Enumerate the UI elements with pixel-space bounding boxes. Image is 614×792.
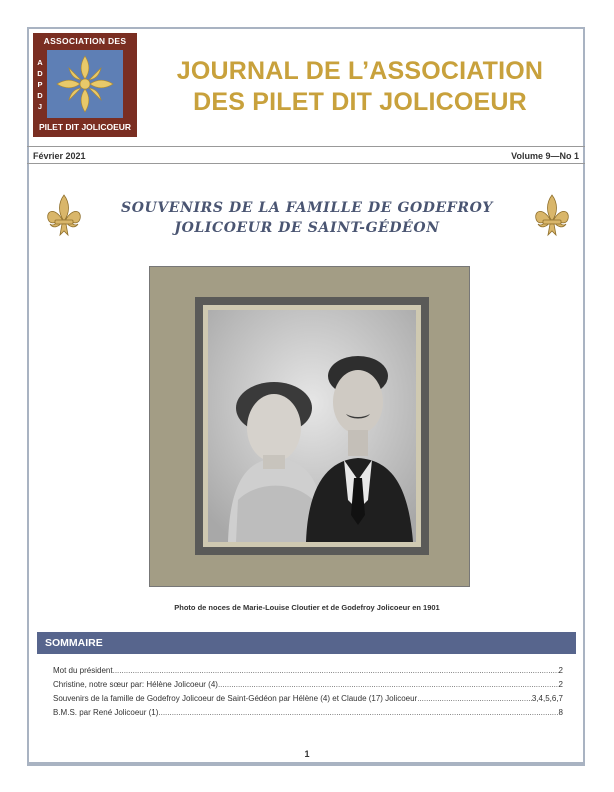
footer-divider (27, 762, 585, 764)
wedding-photo (149, 266, 470, 587)
logo-side-text: A D P D J (37, 58, 43, 111)
fleur-de-lis-icon (532, 193, 572, 237)
toc-item[interactable] (53, 680, 563, 694)
toc-item-page: 2 (558, 680, 563, 689)
journal-title (150, 56, 570, 118)
photo-caption: Photo de noces de Marie-Louise Cloutier et de Godefroy Jolicoeur en 1901 (174, 603, 440, 612)
article-headline-line1: SOUVENIRS DE LA FAMILLE DE GODEFROY (121, 200, 493, 216)
logo-bottom-text: PILET DIT JOLICOEUR (38, 122, 132, 132)
journal-title-line1: JOURNAL DE L’ASSOCIATION (176, 57, 544, 85)
journal-title-line2: DES PILET DIT JOLICOEUR (193, 88, 527, 116)
toc-item[interactable] (53, 708, 563, 722)
toc-item-page: 3,4,5,6,7 (531, 694, 563, 703)
issue-date: Février 2021 (33, 151, 86, 161)
logo-side-text-right: BEAUCEVILLE 2011 (135, 57, 142, 111)
couple-portrait-image (208, 310, 416, 542)
photo-frame (195, 297, 429, 555)
fleur-de-lis-icon (44, 193, 84, 237)
header-divider-bottom (27, 163, 585, 164)
association-logo (33, 33, 142, 137)
issue-volume: Volume 9—No 1 (511, 151, 579, 161)
toc-item-label: Mot du président (53, 666, 113, 675)
header-divider (27, 146, 585, 147)
photo-image (208, 310, 416, 542)
article-headline (100, 198, 514, 238)
toc-leader (417, 694, 532, 703)
toc-item-label: Souvenirs de la famille de Godefroy Jolicoeur de Saint-Gédéon par Hélène (4) et Claude (17) Jolicoeur (53, 694, 418, 703)
toc-title: SOMMAIRE (45, 637, 103, 649)
logo-top-text: ASSOCIATION DES (43, 36, 127, 46)
toc-list (53, 666, 563, 722)
fleur-de-lis-cross-icon (47, 50, 123, 118)
toc-leader (158, 708, 558, 717)
page-number: 1 (304, 749, 310, 759)
toc-header (37, 632, 576, 654)
logo-emblem (47, 50, 123, 118)
toc-leader (218, 680, 559, 689)
toc-item-page: 8 (558, 708, 563, 717)
toc-item[interactable] (53, 694, 563, 708)
article-headline-line2: JOLICOEUR DE SAINT-GÉDÉON (174, 220, 440, 236)
toc-item-label: Christine, notre sœur par: Hélène Jolicoeur (4) (53, 680, 218, 689)
toc-item[interactable] (53, 666, 563, 680)
toc-item-label: B.M.S. par René Jolicoeur (1) (53, 708, 159, 717)
toc-item-page: 2 (558, 666, 563, 675)
toc-leader (113, 666, 559, 675)
